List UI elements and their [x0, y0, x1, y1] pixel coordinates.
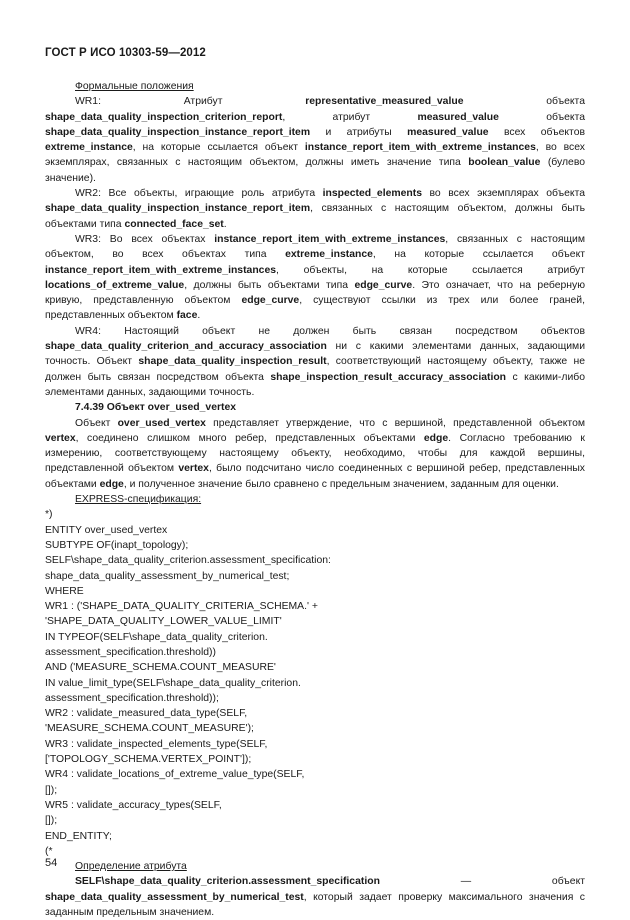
code-line-9: assessment_specification.threshold)) — [45, 646, 216, 658]
term-3: shape_data_quality_inspection_result — [138, 356, 327, 368]
text-2: во всех экземплярах объекта — [421, 188, 585, 200]
term-7: vertex — [178, 463, 209, 475]
rule-wr1 — [45, 94, 585, 186]
text-10: . Это означает, что на реберную кривую, представленную объектом — [45, 279, 585, 307]
term-5: edge — [423, 432, 449, 444]
code-line-13: WR2 : validate_measured_data_type(SELF, — [45, 708, 248, 720]
term-3: extreme_instance — [285, 249, 373, 261]
text-3: , который задает проверку максимального значения с заданным предельным значением. — [45, 891, 585, 919]
text-6: . Согласно требованию к измерению, соответствующему настоящему объекту, необходимо, чтобы для каждой вершины, представленной объектом — [45, 432, 585, 475]
code-line-19: WR5 : validate_accuracy_types(SELF, — [45, 799, 222, 811]
text-12: , на которые ссылается объект — [132, 142, 305, 154]
code-line-12: assessment_specification.threshold)); — [45, 692, 219, 704]
code-line-0: *) — [45, 509, 53, 521]
text-6: объекта — [498, 111, 585, 123]
page-number: 54 — [45, 857, 58, 869]
text-4: , соответствующий настоящему объекту, также не должен быть связан посредством объекта — [45, 356, 585, 383]
term-1: inspected_elements — [322, 188, 422, 200]
text-8: , было подсчитано число соединенных с вершиной ребер, представленных объектами — [45, 463, 585, 490]
code-line-8: IN TYPEOF(SELF\shape_data_quality_criterion. — [45, 631, 268, 643]
text-0: WR1: Атрибут — [75, 96, 306, 108]
code-line-14: 'MEASURE_SCHEMA.COUNT_MEASURE'); — [45, 723, 254, 735]
code-line-16: ['TOPOLOGY_SCHEMA.VERTEX_POINT']); — [45, 754, 252, 766]
text-4: , соединено слишком много ребер, представленных объектами — [75, 432, 424, 444]
code-line-21: END_ENTITY; — [45, 830, 112, 842]
term-1: over_used_vertex — [117, 417, 206, 429]
text-0: WR3: Во всех объектах — [75, 233, 215, 245]
term-7: shape_data_quality_inspection_instance_report_item — [45, 126, 311, 138]
term-11: edge_curve — [241, 295, 300, 307]
term-7: locations_of_extreme_value — [45, 279, 185, 291]
text-2: ни с какими элементами данных, задающими точность. Объект — [45, 341, 585, 368]
term-3: shape_data_quality_inspection_criterion_report — [45, 111, 283, 123]
code-line-5: WHERE — [45, 585, 84, 597]
code-line-1: ENTITY over_used_vertex — [45, 524, 168, 536]
section-intro — [45, 416, 585, 492]
text-6: , объекты, на которые ссылается атрибут — [276, 264, 585, 276]
rule-wr4 — [45, 324, 585, 400]
text-12: , существуют ссылки из трех или более граней, представленных объектом — [45, 295, 585, 322]
section-title: 7.4.39 Объект over_used_vertex — [75, 402, 237, 414]
text-0: WR2: Все объекты, играющие роль атрибута — [75, 188, 323, 200]
code-line-7: 'SHAPE_DATA_QUALITY_LOWER_VALUE_LIMIT' — [45, 616, 282, 628]
document-header: ГОСТ Р ИСО 10303-59—2012 — [45, 47, 206, 59]
text-2: объекта — [463, 96, 585, 108]
term-13: instance_report_item_with_extreme_instances — [304, 142, 536, 154]
text-1: — объект — [379, 876, 585, 888]
term-0: SELF\shape_data_quality_criterion.assessment_specification — [75, 876, 380, 888]
code-line-15: WR3 : validate_inspected_elements_type(SELF, — [45, 738, 268, 750]
term-5: measured_value — [417, 111, 499, 123]
term-3: vertex — [45, 432, 76, 444]
text-14: , во всех экземплярах, связанных с настоящим объектом, должны иметь значение типа — [45, 142, 585, 169]
text-16: (булево значение). — [45, 157, 586, 184]
code-line-20: []); — [45, 815, 58, 827]
term-9: measured_value — [407, 126, 489, 138]
term-15: boolean_value — [468, 157, 541, 169]
text-0: WR4: Настоящий объект не должен быть связан посредством объектов — [75, 325, 585, 337]
attribute-definition-title: Определение атрибута — [75, 861, 187, 873]
text-6: с какими-либо элементами данных, задающими точность. — [45, 371, 585, 398]
term-1: representative_measured_value — [305, 96, 464, 108]
term-1: instance_report_item_with_extreme_instances — [214, 233, 446, 245]
express-code — [45, 507, 585, 859]
text-4: , атрибут — [282, 111, 418, 123]
term-11: extreme_instance — [45, 142, 133, 154]
code-line-22: (* — [45, 845, 53, 857]
term-5: connected_face_set — [124, 218, 224, 230]
text-8: и атрибуты — [310, 126, 408, 138]
code-line-10: AND ('MEASURE_SCHEMA.COUNT_MEASURE' — [45, 662, 276, 674]
term-1: shape_data_quality_criterion_and_accuracy_association — [45, 341, 327, 353]
code-line-2: SUBTYPE OF(inapt_topology); — [45, 539, 189, 551]
term-5: shape_inspection_result_accuracy_association — [270, 371, 507, 383]
rule-wr2 — [45, 186, 585, 232]
text-0: Объект — [75, 417, 118, 429]
term-3: shape_data_quality_inspection_instance_report_item — [45, 203, 311, 215]
express-title: EXPRESS-спецификация: — [75, 494, 202, 506]
term-13: face — [176, 310, 198, 322]
page-content — [45, 79, 585, 920]
code-line-17: WR4 : validate_locations_of_extreme_value_type(SELF, — [45, 769, 305, 781]
formal-section-title: Формальные положения — [75, 81, 194, 92]
term-2: shape_data_quality_assessment_by_numerical_test — [45, 891, 304, 903]
text-8: , должны быть объектами типа — [184, 279, 355, 291]
term-9: edge_curve — [354, 279, 413, 291]
text-4: , связанных с настоящим объектом, должны быть объектами типа — [45, 203, 585, 230]
text-4: , на которые ссылается объект — [372, 249, 585, 261]
code-line-4: shape_data_quality_assessment_by_numerical_test; — [45, 570, 290, 582]
text-10: , и полученное значение было сравнено с предельным значением, заданным для оценки. — [123, 478, 559, 490]
text-2: представляет утверждение, что с вершиной, представленной объектом — [205, 417, 585, 429]
text-10: всех объектов — [488, 126, 585, 138]
rule-wr3 — [45, 232, 585, 324]
code-line-6: WR1 : ('SHAPE_DATA_QUALITY_CRITERIA_SCHEMA.' + — [45, 601, 318, 613]
attribute-definition — [45, 874, 585, 920]
text-2: , связанных с настоящим объектом, во всех объектах типа — [45, 233, 585, 261]
code-line-11: IN value_limit_type(SELF\shape_data_quality_criterion. — [45, 677, 301, 689]
text-6: . — [223, 218, 227, 230]
text-14: . — [197, 310, 201, 322]
term-5: instance_report_item_with_extreme_instances — [45, 264, 277, 276]
code-line-3: SELF\shape_data_quality_criterion.assessment_specification: — [45, 555, 331, 567]
term-9: edge — [99, 478, 124, 490]
code-line-18: []); — [45, 784, 58, 796]
